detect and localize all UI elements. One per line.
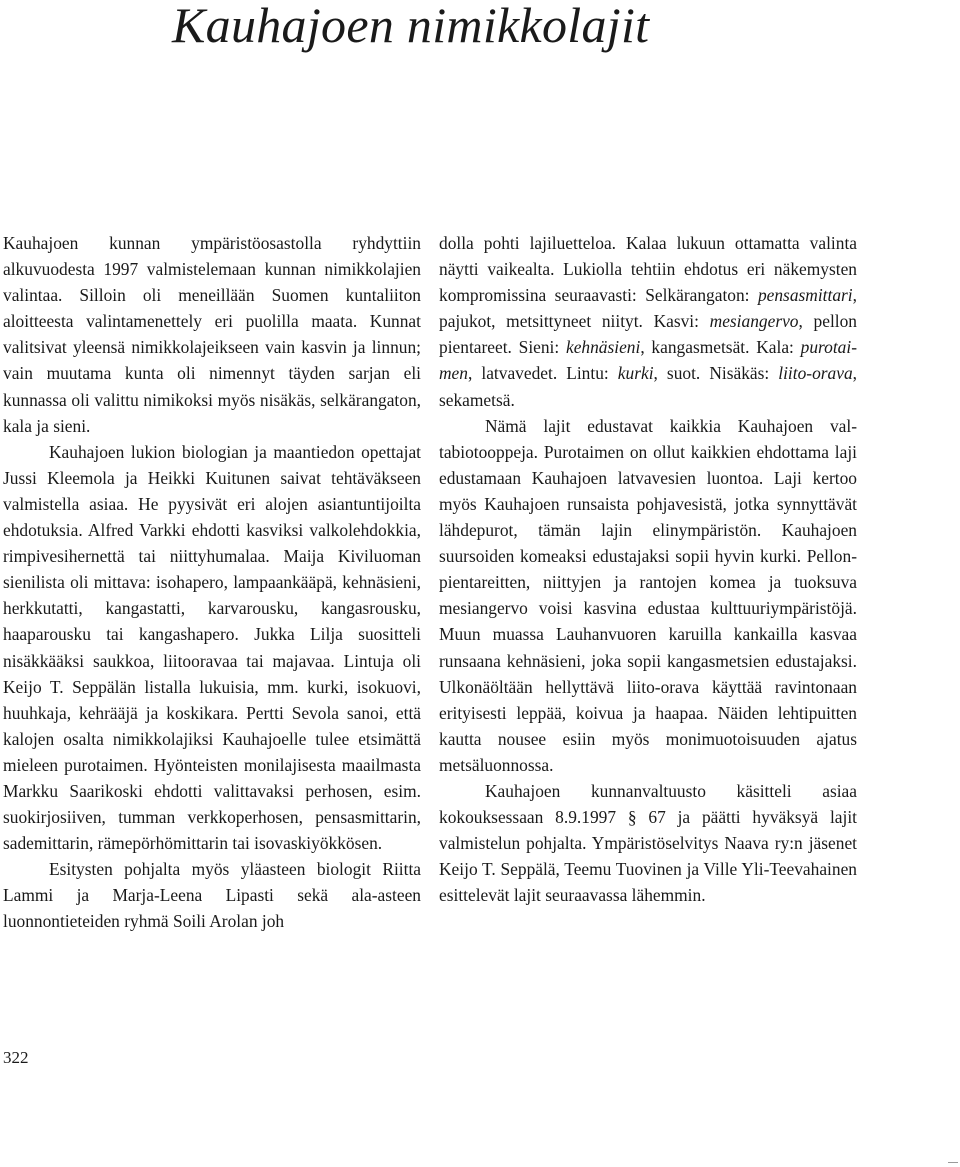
page-number: 322 bbox=[3, 1048, 29, 1067]
selection-text: , pellon pientareet. Sieni: bbox=[439, 311, 857, 358]
left-column bbox=[3, 230, 421, 935]
selection-text: , pajukot, metsittyneet niityt. Kasvi: bbox=[439, 285, 857, 332]
species-fungus: kehnäsieni bbox=[565, 337, 641, 358]
paragraph-intro: Kauhajoen kunnan ympäristöosastolla ryhdyttiin alkuvuodesta 1997 valmistelemaan kunnan nimikkolajien valintaa. Silloin oli meneillään Suomen kuntaliiton aloitteesta valintamenettely eri puolilla maata. Kunnat valitsivat yleensä nimikkolajeikseen vain kasvin ja linnun; vain muutama kunta oli nimennyt täyden sarjan eli kunnassa oli valittu nimikoksi myös nisäkäs, selkärangaton, kala ja sieni. bbox=[3, 233, 421, 436]
selection-text: , suot. Nisäkäs: bbox=[653, 363, 779, 384]
corner-mark bbox=[948, 1162, 958, 1163]
selection-text: , kangasmetsät. Kala: bbox=[640, 337, 801, 358]
paragraph-habitats: Nämä lajit edustavat kaikkia Kauhajoen valtabiotooppeja. Purotaimen on ollut kaikkien ehdottama laji edustamaan Kauhajoen latvavesien luontoa. Laji kertoo myös Kauhajoen runsaista pohjavesistä, jotka synnyttävät lähdepurot, tämän lajin elinympäristön. Kauhajoen suursoiden komeaksi edustajaksi sopii hyvin kurki. Pellonpientareitten, niittyjen ja rantojen komea ja tuoksuva mesiangervo voisi kasvina edustaa kulttuuriympäristöjä. Muun muassa Lauhanvuoren karuilla kankailla kasvaa runsaana kehnäsieni, joka sopii kangasmetsien edustajaksi. Ulkonäöltään hellyttävä liito-orava käyttää ravintonaan erityisesti leppää, koivua ja haapaa. Näiden lehtipuitten kautta nousee esiin myös monimuotoisuuden ajatus metsäluonnossa. bbox=[439, 415, 857, 775]
selection-text: dolla pohti lajiluetteloa. Kalaa lukuun ottamatta valinta näytti vaikealta. Lukiolla tehtiin ehdotus eri näkemysten kompromissina seuraavasti: Selkärangaton: bbox=[439, 233, 857, 306]
paragraph-selection bbox=[439, 230, 857, 413]
species-plant: mesiangervo bbox=[709, 311, 799, 332]
species-mammal: liito-orava bbox=[778, 363, 853, 384]
page-title: Kauhajoen nimikkolajit bbox=[172, 0, 650, 53]
species-bird: kurki bbox=[617, 363, 654, 384]
species-fish: purotaimen bbox=[439, 337, 857, 384]
species-invertebrate: pensasmittari bbox=[757, 285, 853, 306]
paragraph-council-decision: Kauhajoen kunnanvaltuusto käsitteli asiaa kokouksessaan 8.9.1997 § 67 ja päätti hyväksyä lajit valmistelun pohjalta. Ympäristöselvitys Naava ry:n jäsenet Keijo T. Seppälä, Teemu Tuovinen ja Ville Yli-Teevahainen esittelevät lajit seuraavassa lähemmin. bbox=[439, 780, 857, 906]
paragraph-schools: Esitysten pohjalta myös yläasteen biologit Riitta Lammi ja Marja-Leena Lipasti sekä ala-asteen luonnontieteiden ryhmä Soili Arolan joh bbox=[3, 859, 421, 932]
selection-text: , latvavedet. Lintu: bbox=[467, 363, 618, 384]
paragraph-proposals: Kauhajoen lukion biologian ja maantiedon opettajat Jussi Kleemola ja Heikki Kuitunen saivat tehtäväkseen valmistella asiaa. He pyysivät eri alojen asiantuntijoilta ehdotuksia. Alfred Varkki ehdotti kasviksi valkolehdokkia, rimpivesihernettä tai niittyhumalaa. Maija Kiviluoman sienilista oli mittava: isohapero, lampaankääpä, kehnäsieni, herkkutatti, kangastatti, karvarousku, kangasrousku, haaparousku tai kangashapero. Jukka Lilja suositteli nisäkkääksi saukkoa, liitooravaa tai majavaa. Lintuja oli Keijo T. Seppälän listalla lukuisia, mm. kurki, isokuovi, huuhkaja, kehrääjä ja koskikara. Pertti Sevola sanoi, että kalojen osalta nimikkolajiksi Kauhajoelle tulee etsimättä mieleen purotaimen. Hyönteisten monilajisesta maailmasta Markku Saarikoski ehdotti valittavaksi perhosen, esim. suokirjosiiven, tumman verkkoperhosen, pensasmittarin, sademittarin, rämepörhömittarin tai isovaskiyökkösen. bbox=[3, 441, 421, 854]
selection-text: , sekametsä. bbox=[439, 363, 858, 410]
right-column bbox=[439, 230, 857, 908]
